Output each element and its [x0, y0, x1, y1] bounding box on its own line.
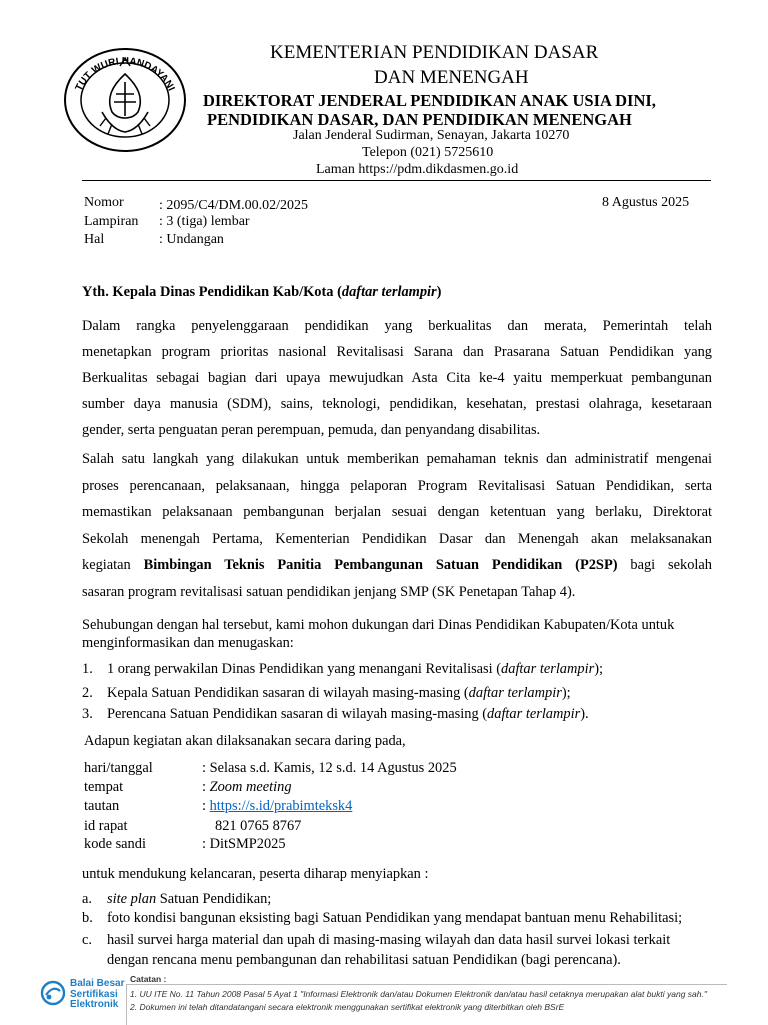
letter-date: 8 Agustus 2025	[602, 195, 690, 210]
prep-intro: untuk mendukung kelancaran, peserta diharap menyiapkan :	[82, 866, 429, 882]
list-item: a. site plan Satuan Pendidikan;	[82, 891, 272, 907]
tut-wuri-handayani-logo	[62, 46, 188, 154]
event-date-value: : Selasa s.d. Kamis, 12 s.d. 14 Agustus 2025	[202, 760, 457, 776]
list-item: 3. Perencana Satuan Pendidikan sasaran di wilayah masing-masing (daftar terlampir).	[82, 706, 589, 722]
directorate-line2: PENDIDIKAN DASAR, DAN PENDIDIKAN MENENGAH	[207, 110, 632, 129]
event-code-value: : DitSMP2025	[202, 836, 286, 852]
event-place-label: tempat	[84, 779, 124, 795]
address: Jalan Jenderal Sudirman, Senayan, Jakarta 10270	[293, 128, 570, 143]
list-item: 2. Kepala Satuan Pendidikan sasaran di wilayah masing-masing (daftar terlampir);	[82, 685, 571, 701]
catatan-2: 2. Dokumen ini telah ditandatangani secara elektronik menggunakan sertifikat elektronik yang diterbitkan oleh BSrE	[130, 1002, 565, 1012]
event-link: : https://s.id/prabimteksk4	[202, 798, 353, 814]
directorate-line1: DIREKTORAT JENDERAL PENDIDIKAN ANAK USIA DINI,	[203, 91, 656, 110]
catatan-title: Catatan :	[130, 974, 167, 984]
nomor-label: Nomor	[84, 195, 124, 210]
ministry-name-line2: DAN MENENGAH	[374, 67, 529, 88]
list-item: b. foto kondisi bangunan eksisting bagi Satuan Pendidikan yang mendapat bantuan menu Rehabilitasi;	[82, 910, 683, 926]
ministry-name-line1: KEMENTERIAN PENDIDIKAN DASAR	[270, 42, 599, 63]
paragraph-3: Sehubungan dengan hal tersebut, kami mohon dukungan dari Dinas Pendidikan Kabupaten/Kota untuk menginformasikan dan menugaskan:	[82, 617, 675, 651]
bimtek-title: Bimbingan Teknis Panitia Pembangunan Satuan Pendidikan (P2SP)	[143, 557, 618, 574]
event-date-label: hari/tanggal	[84, 760, 153, 776]
hal-value: : Undangan	[159, 232, 224, 247]
svg-text:TUT WURI HANDAYANI: TUT WURI HANDAYANI	[73, 55, 177, 93]
phone: Telepon (021) 5725610	[362, 145, 494, 160]
header-divider	[82, 180, 711, 181]
bsre-logo-icon	[40, 980, 66, 1006]
zoom-link[interactable]: https://s.id/prabimteksk4	[209, 798, 353, 814]
paragraph-2: Salah satu langkah yang dilakukan untuk memberikan pemahaman teknis dan administratif mengenai proses perencanaan, pelaksanaan, hingga pelaporan Program Revitalisasi Satuan Pendidikan, serta memastikan pelaksanaan pembangunan berjalan sesuai dengan ketentuan yang berlaku, Direktorat Sekolah menengah Pertama, Kementerian Pendidikan Dasar dan Menengah akan melaksanakan kegiatan Bimbingan Teknis Panitia Pembangunan Satuan Pendidikan (P2SP) bagi sekolah sasaran program revitalisasi satuan pendidikan jenjang SMP (SK Penetapan Tahap 4).	[82, 451, 713, 600]
event-id-label: id rapat	[84, 818, 128, 834]
hal-label: Hal	[84, 232, 105, 247]
event-link-label: tautan	[84, 798, 120, 814]
list-item: c. hasil survei harga material dan upah di masing-masing wilayah dan data hasil survei lokasi terkait dengan rencana menu pembangunan dan rehabilitasi satuan Pendidikan (bagi perencana).	[82, 932, 671, 968]
event-intro: Adapun kegiatan akan dilaksanakan secara daring pada,	[84, 733, 406, 749]
recipient: Yth. Kepala Dinas Pendidikan Kab/Kota (daftar terlampir)	[82, 284, 442, 300]
catatan-1: 1. UU ITE No. 11 Tahun 2008 Pasal 5 Ayat 1 "Informasi Elektronik dan/atau Dokumen Elektronik dan/atau hasil cetaknya merupakan alat bukti yang sah."	[130, 989, 707, 999]
event-code-label: kode sandi	[84, 836, 146, 852]
lampiran-label: Lampiran	[84, 214, 139, 229]
event-place-value: : Zoom meeting	[202, 779, 292, 795]
bsre-logo-text: Balai Besar Sertifikasi Elektronik	[70, 978, 125, 1010]
lampiran-value: : 3 (tiga) lembar	[159, 214, 250, 229]
nomor-value: : 2095/C4/DM.00.02/2025	[159, 198, 308, 213]
paragraph-1: Dalam rangka penyelenggaraan pendidikan yang berkualitas dan merata, Pemerintah telah menetapkan program prioritas nasional Revitalisasi Sarana dan Prasarana Satuan Pendidikan yang Berkualitas sebagai bagian dari upaya mewujudkan Asta Cita ke-4 yaitu memperkuat pembangunan sumber daya manusia (SDM), sains, teknologi, pendidikan, kesehatan, prestasi olahraga, kesetaraan gender, serta penguatan peran perempuan, pemuda, dan penyandang disabilitas.	[82, 318, 712, 438]
list-item: 1. 1 orang perwakilan Dinas Pendidikan yang menangani Revitalisasi (daftar terlampir);	[82, 661, 603, 677]
website: Laman https://pdm.dikdasmen.go.id	[316, 162, 519, 177]
event-id-value: 821 0765 8767	[215, 818, 302, 834]
